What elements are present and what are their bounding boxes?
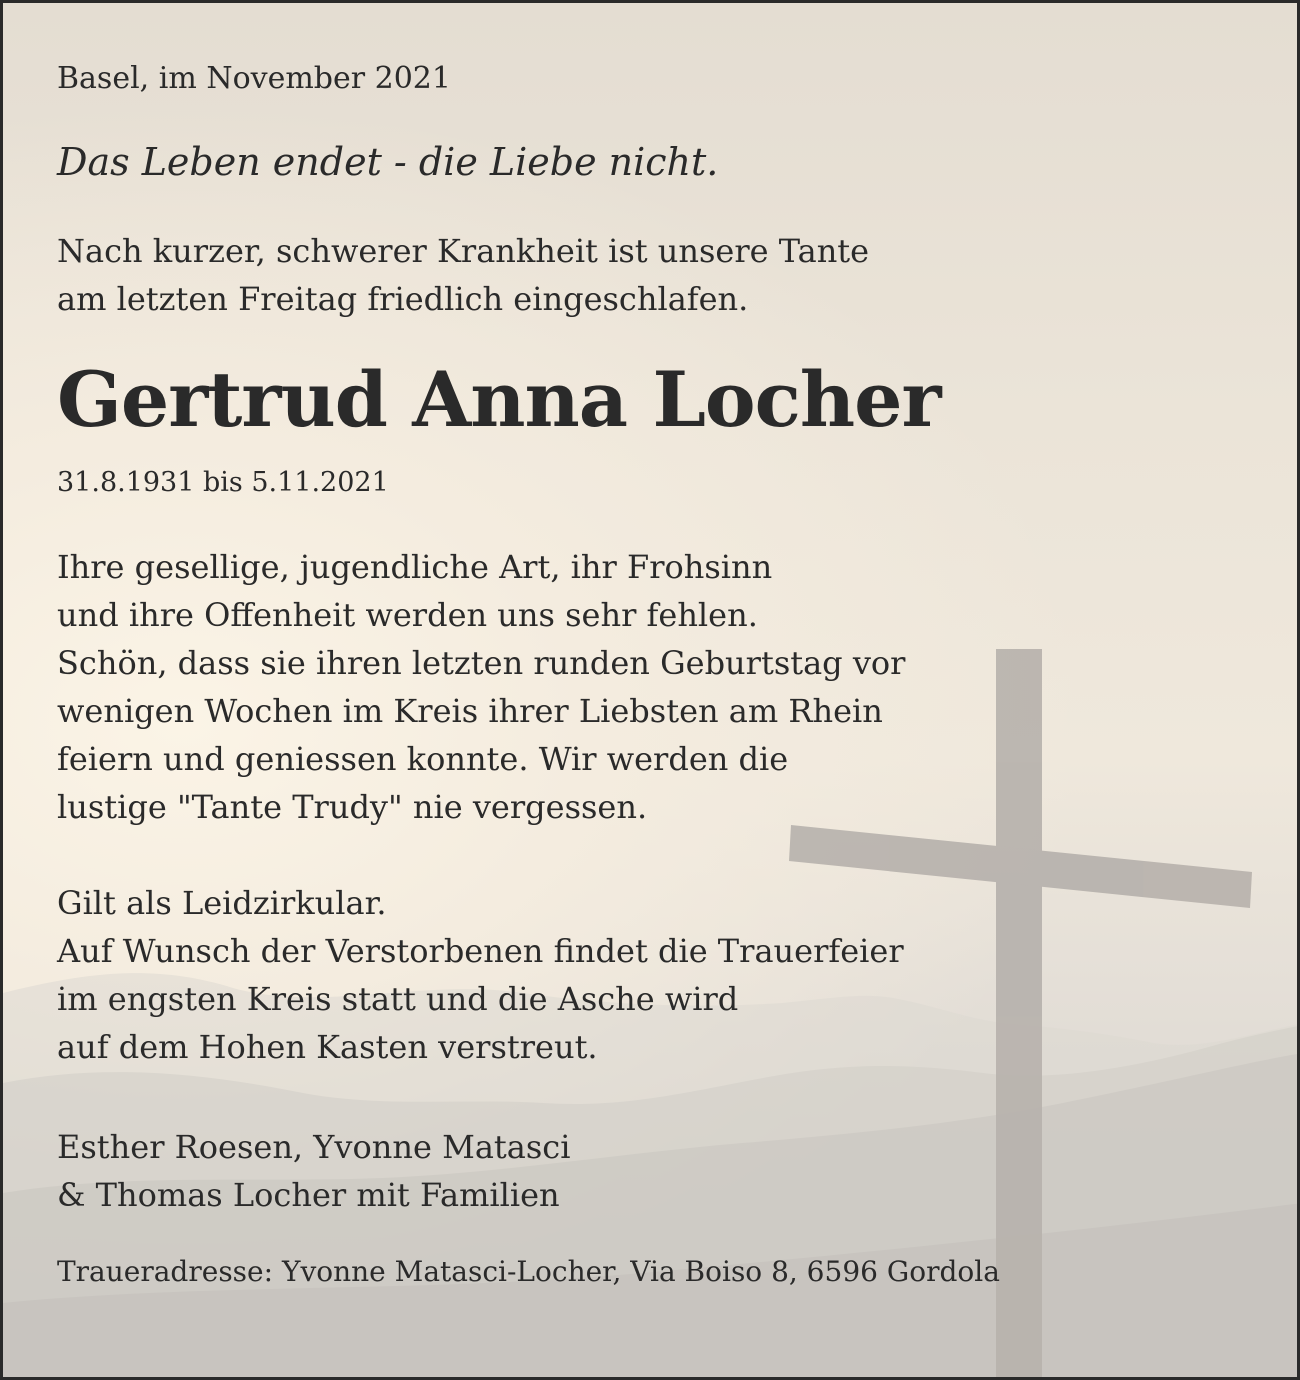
funeral-notice	[57, 879, 904, 1071]
tribute-line: feiern und geniessen konnte. Wir werden die	[57, 740, 789, 778]
intro-text	[57, 227, 869, 323]
motto: Das Leben endet - die Liebe nicht.	[57, 140, 719, 184]
tribute-text	[57, 543, 905, 831]
tribute-line: Schön, dass sie ihren letzten runden Geburtstag vor	[57, 644, 906, 682]
intro-line: Nach kurzer, schwerer Krankheit ist unsere Tante	[57, 232, 870, 270]
notice-line: Gilt als Leidzirkular.	[57, 884, 387, 922]
intro-line: am letzten Freitag friedlich eingeschlafen.	[57, 280, 749, 318]
mourners	[57, 1123, 570, 1219]
notice-line: Auf Wunsch der Verstorbenen findet die Trauerfeier	[57, 932, 904, 970]
life-dates: 31.8.1931 bis 5.11.2021	[57, 467, 389, 498]
notice-line: im engsten Kreis statt und die Asche wird	[57, 980, 739, 1018]
tribute-line: wenigen Wochen im Kreis ihrer Liebsten am Rhein	[57, 692, 883, 730]
place-date: Basel, im November 2021	[57, 61, 451, 96]
tribute-line: Ihre gesellige, jugendliche Art, ihr Frohsinn	[57, 548, 773, 586]
tribute-line: lustige "Tante Trudy" nie vergessen.	[57, 788, 648, 826]
deceased-name: Gertrud Anna Locher	[57, 355, 941, 444]
mourning-address: Traueradresse: Yvonne Matasci-Locher, Via Boiso 8, 6596 Gordola	[57, 1255, 1000, 1288]
notice-line: auf dem Hohen Kasten verstreut.	[57, 1028, 598, 1066]
mourner-line: & Thomas Locher mit Familien	[57, 1176, 560, 1214]
tribute-line: und ihre Offenheit werden uns sehr fehlen.	[57, 596, 758, 634]
mourner-line: Esther Roesen, Yvonne Matasci	[57, 1128, 571, 1166]
